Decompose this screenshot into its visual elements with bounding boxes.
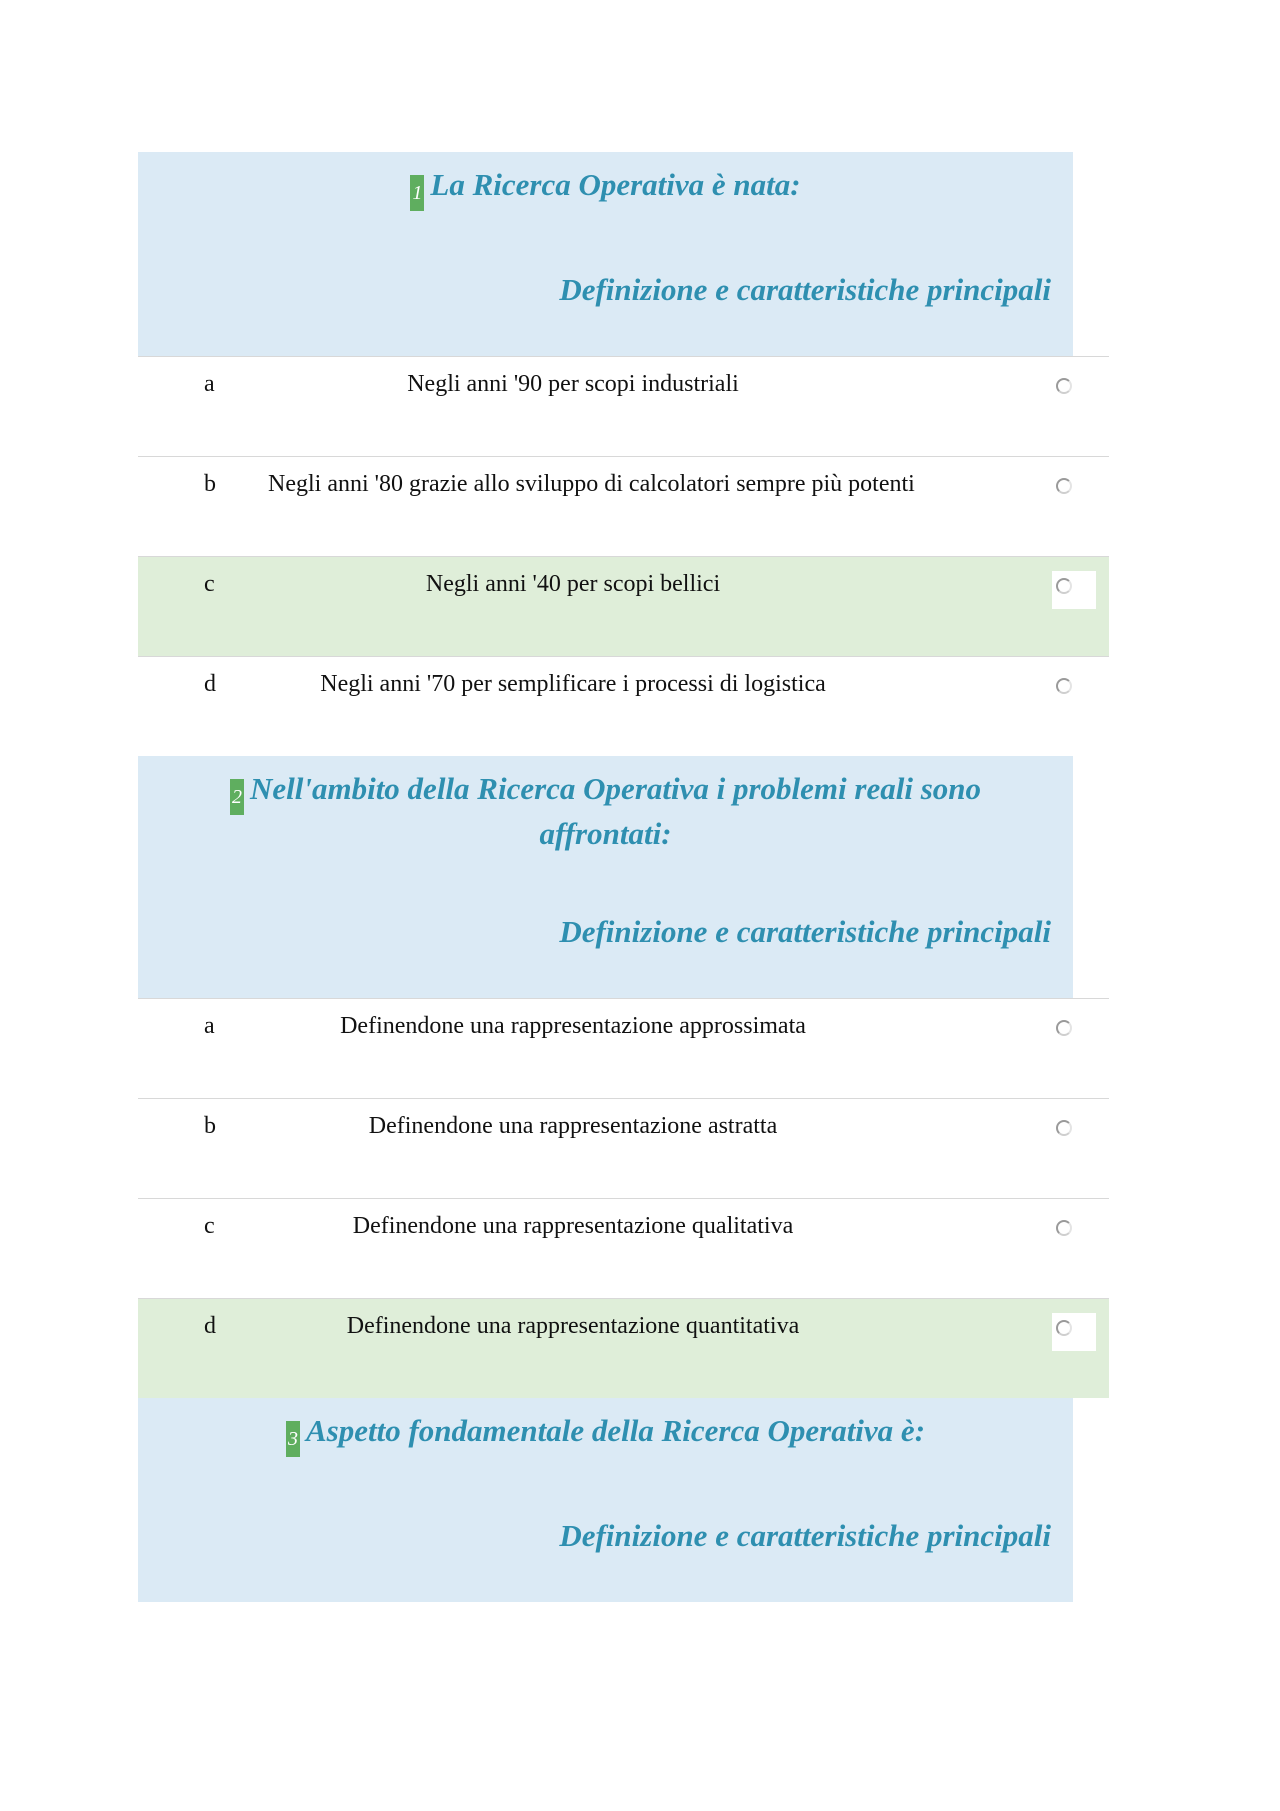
- question-1-option-d[interactable]: [138, 656, 1109, 756]
- option-text: Negli anni '90 per scopi industriali: [407, 371, 739, 397]
- question-2-option-b[interactable]: [138, 1098, 1109, 1198]
- question-2-title: [138, 770, 1073, 853]
- option-text: Definendone una rappresentazione quantitativa: [346, 1313, 800, 1339]
- question-2-header: [138, 756, 1073, 998]
- question-text: La Ricerca Operativa è nata:: [430, 167, 801, 202]
- option-text: Definendone una rappresentazione qualitativa: [352, 1213, 794, 1239]
- radio-button[interactable]: [1056, 1320, 1072, 1336]
- option-radio-wrap: [1052, 1313, 1096, 1351]
- question-text: Aspetto fondamentale della Ricerca Operativa è:: [305, 1413, 926, 1448]
- option-text: Negli anni '70 per semplificare i processi di logistica: [320, 671, 826, 697]
- option-radio-wrap: [1052, 671, 1096, 709]
- question-2-topic: Definizione e caratteristiche principali: [559, 914, 1051, 949]
- option-radio-wrap: [1052, 1213, 1096, 1251]
- option-letter: a: [204, 1013, 215, 1039]
- option-letter: c: [204, 571, 215, 597]
- option-letter: c: [204, 1213, 215, 1239]
- option-radio-wrap: [1052, 371, 1096, 409]
- question-1-option-b[interactable]: [138, 456, 1109, 556]
- question-1-title: [138, 166, 1073, 211]
- question-1-option-a[interactable]: [138, 356, 1109, 456]
- question-3-header: [138, 1398, 1073, 1602]
- option-letter: d: [204, 671, 216, 697]
- option-radio-wrap: [1052, 1113, 1096, 1151]
- option-text: Negli anni '40 per scopi bellici: [425, 571, 721, 597]
- option-radio-wrap: [1052, 571, 1096, 609]
- option-text: Definendone una rappresentazione approssimata: [340, 1013, 806, 1039]
- option-radio-wrap: [1052, 471, 1096, 509]
- question-number-badge: 2: [230, 779, 244, 815]
- radio-button[interactable]: [1056, 678, 1072, 694]
- radio-button[interactable]: [1056, 1020, 1072, 1036]
- question-text: Nell'ambito della Ricerca Operativa i problemi reali sono affrontati:: [249, 771, 981, 851]
- option-letter: b: [204, 471, 216, 497]
- option-letter: a: [204, 371, 215, 397]
- question-1-option-c-correct[interactable]: [138, 556, 1109, 656]
- option-radio-wrap: [1052, 1013, 1096, 1051]
- question-1-header: [138, 152, 1073, 356]
- question-2-option-a[interactable]: [138, 998, 1109, 1098]
- radio-button[interactable]: [1056, 1120, 1072, 1136]
- question-3-title: [138, 1412, 1073, 1457]
- radio-button[interactable]: [1056, 478, 1072, 494]
- radio-button[interactable]: [1056, 378, 1072, 394]
- question-number-badge: 1: [410, 175, 424, 211]
- radio-button[interactable]: [1056, 1220, 1072, 1236]
- question-2-option-d-correct[interactable]: [138, 1298, 1109, 1398]
- question-1-topic: Definizione e caratteristiche principali: [559, 272, 1051, 307]
- option-text: Negli anni '80 grazie allo sviluppo di calcolatori sempre più potenti: [268, 471, 915, 497]
- radio-button[interactable]: [1056, 578, 1072, 594]
- question-3-topic: Definizione e caratteristiche principali: [559, 1518, 1051, 1553]
- option-letter: b: [204, 1113, 216, 1139]
- question-2-option-c[interactable]: [138, 1198, 1109, 1298]
- option-letter: d: [204, 1313, 216, 1339]
- question-number-badge: 3: [286, 1421, 300, 1457]
- option-text: Definendone una rappresentazione astratta: [368, 1113, 778, 1139]
